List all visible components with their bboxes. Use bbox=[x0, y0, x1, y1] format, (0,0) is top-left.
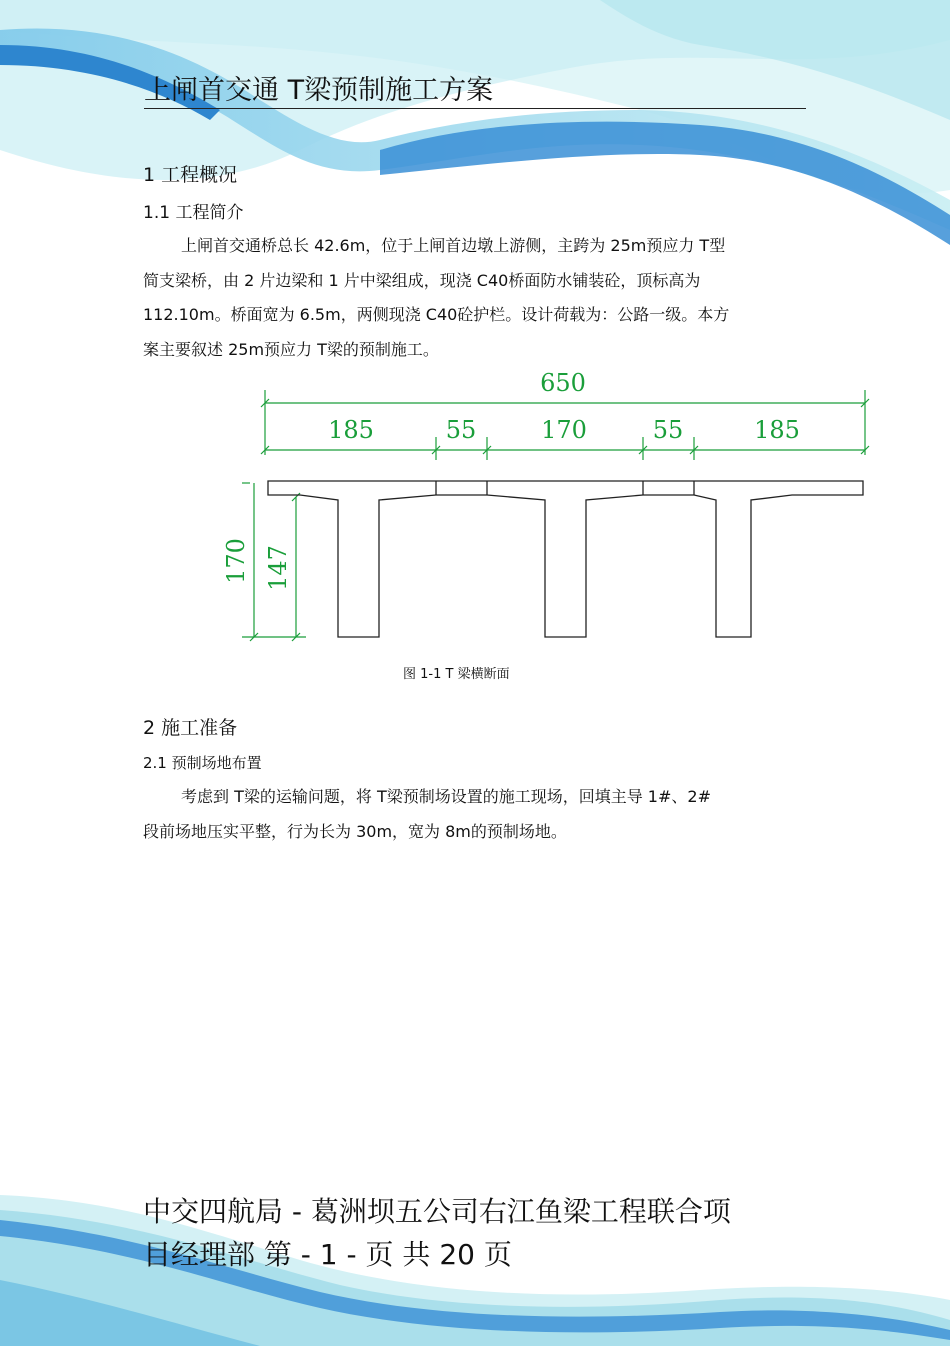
section-1-heading: 1 工程概况 bbox=[143, 164, 238, 186]
paragraph-line: 考虑到 T梁的运输问题，将 T梁预制场设置的施工现场，回填主导 1#、2# bbox=[181, 787, 711, 806]
section-1-1-heading: 1.1 工程简介 bbox=[143, 203, 244, 223]
dim-label-part: 170 bbox=[541, 416, 587, 444]
section-2-1-heading: 2.1 预制场地布置 bbox=[143, 754, 262, 772]
t-beam-cross-section-figure bbox=[220, 365, 880, 650]
dim-label-part: 55 bbox=[652, 416, 684, 444]
footer-line-1: 中交四航局 - 葛洲坝五公司右江鱼梁工程联合项 bbox=[143, 1195, 731, 1228]
paragraph-line: 112.10m。桥面宽为 6.5m，两侧现浇 C40砼护栏。设计荷载为：公路一级。本方 bbox=[143, 305, 730, 324]
figure-caption: 图 1-1 T 梁横断面 bbox=[403, 667, 510, 682]
section-2-heading: 2 施工准备 bbox=[143, 717, 238, 739]
section-1-1-paragraph bbox=[143, 229, 813, 367]
paragraph-line: 案主要叙述 25m预应力 T梁的预制施工。 bbox=[143, 339, 439, 359]
footer-line-2: 目经理部 第 - 1 - 页 共 20 页 bbox=[143, 1238, 512, 1271]
page-title: 上闸首交通 T梁预制施工方案 bbox=[144, 76, 806, 109]
paragraph-line: 简支梁桥，由 2 片边梁和 1 片中梁组成，现浇 C40桥面防水铺装砼，顶标高为 bbox=[143, 270, 701, 290]
dim-label-part: 185 bbox=[754, 416, 800, 444]
dim-label-part: 55 bbox=[445, 416, 477, 444]
paragraph-line: 上闸首交通桥总长 42.6m，位于上闸首边墩上游侧，主跨为 25m预应力 T型 bbox=[181, 236, 726, 255]
dim-label-height: 170 bbox=[222, 538, 250, 584]
dim-label-web: 147 bbox=[264, 545, 292, 591]
dim-label-part: 185 bbox=[328, 416, 374, 444]
paragraph-line: 段前场地压实平整，行为长为 30m，宽为 8m的预制场地。 bbox=[143, 821, 567, 841]
t-beam-outline bbox=[268, 481, 863, 637]
dim-label-total: 650 bbox=[540, 369, 586, 397]
section-2-1-paragraph bbox=[143, 780, 813, 849]
